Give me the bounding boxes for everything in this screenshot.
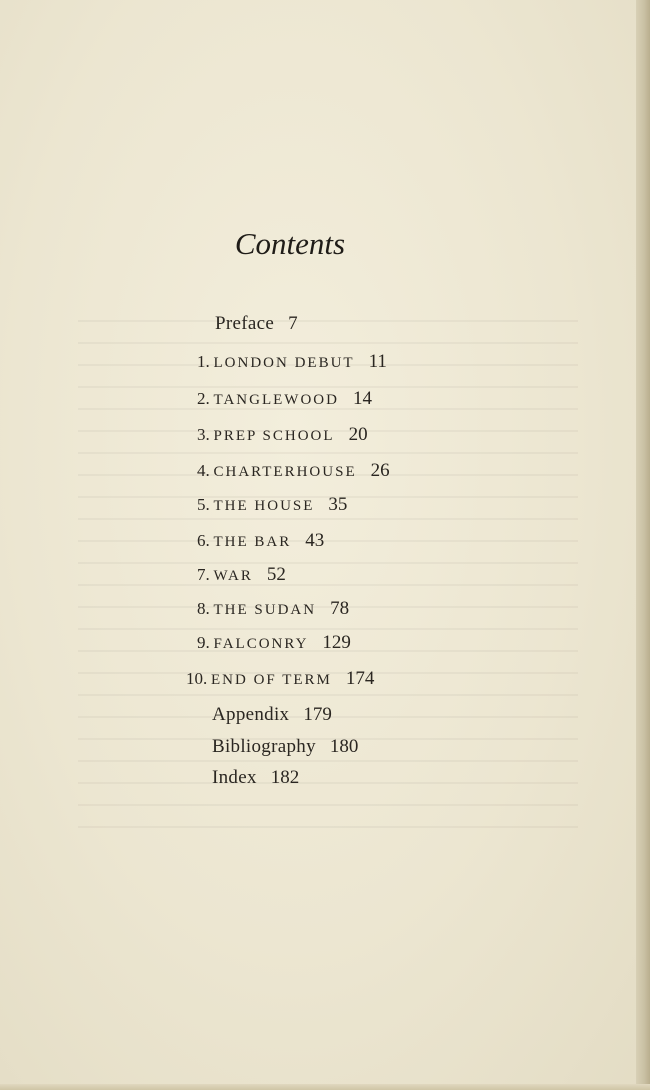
toc-entry-page: 78 (330, 598, 350, 619)
toc-entry-chapter-7 (197, 564, 286, 586)
toc-entry-number: 8. (197, 599, 210, 618)
toc-entry-label: THE SUDAN (213, 602, 317, 618)
toc-entry-number: 2. (197, 389, 210, 408)
toc-entry-chapter-4 (197, 460, 390, 482)
toc-entry-label: THE HOUSE (213, 498, 315, 514)
toc-entry-page: 20 (348, 424, 368, 445)
page-binding-edge (636, 0, 650, 1090)
toc-entry-page: 26 (370, 460, 390, 481)
toc-entry-label: THE BAR (213, 534, 292, 550)
toc-entry-label: LONDON DEBUT (213, 355, 355, 371)
toc-entry-label: Preface (215, 313, 275, 334)
toc-entry-page: 182 (270, 767, 300, 788)
toc-entry-page: 180 (329, 736, 359, 757)
toc-entry-chapter-10 (186, 668, 374, 690)
toc-entry-page: 179 (303, 704, 332, 725)
toc-entry-page: 174 (345, 668, 375, 689)
toc-entry-number: 3. (197, 425, 210, 444)
toc-entry-label: PREP SCHOOL (213, 428, 335, 444)
toc-entry-chapter-1 (197, 351, 387, 373)
toc-entry-label: CHARTERHOUSE (213, 464, 357, 480)
toc-entry-label: END OF TERM (211, 672, 332, 688)
toc-entry-number: 4. (197, 461, 210, 480)
toc-entry-appendix (212, 704, 332, 726)
toc-entry-page: 52 (266, 564, 286, 585)
page-bottom-edge (0, 1084, 650, 1090)
toc-entry-page: 7 (288, 313, 298, 334)
toc-entry-chapter-6 (197, 530, 324, 552)
toc-entry-preface (215, 313, 298, 335)
toc-entry-chapter-3 (197, 424, 368, 446)
toc-entry-chapter-2 (197, 388, 372, 410)
toc-entry-number: 10. (186, 669, 208, 688)
toc-entry-page: 43 (305, 530, 325, 551)
toc-entry-page: 14 (352, 388, 372, 409)
toc-entry-label: Index (212, 767, 257, 788)
toc-entry-number: 5. (197, 495, 210, 514)
toc-entry-page: 129 (322, 632, 351, 653)
toc-entry-index (212, 767, 299, 789)
toc-entry-number: 7. (197, 565, 210, 584)
toc-entry-label: TANGLEWOOD (213, 392, 339, 408)
toc-entry-number: 6. (197, 531, 210, 550)
toc-entry-number: 1. (197, 352, 210, 371)
toc-entry-label: Appendix (212, 704, 290, 725)
toc-entry-label: FALCONRY (213, 636, 309, 652)
toc-entry-page: 35 (328, 494, 348, 515)
contents-heading: Contents (234, 226, 346, 261)
toc-entry-chapter-9 (197, 632, 351, 654)
toc-entry-label: Bibliography (212, 736, 316, 757)
toc-entry-bibliography (212, 736, 358, 758)
toc-entry-chapter-5 (197, 494, 347, 516)
toc-entry-number: 9. (197, 633, 210, 652)
toc-entry-label: WAR (213, 568, 253, 584)
toc-entry-chapter-8 (197, 598, 349, 620)
toc-entry-page: 11 (368, 351, 387, 372)
